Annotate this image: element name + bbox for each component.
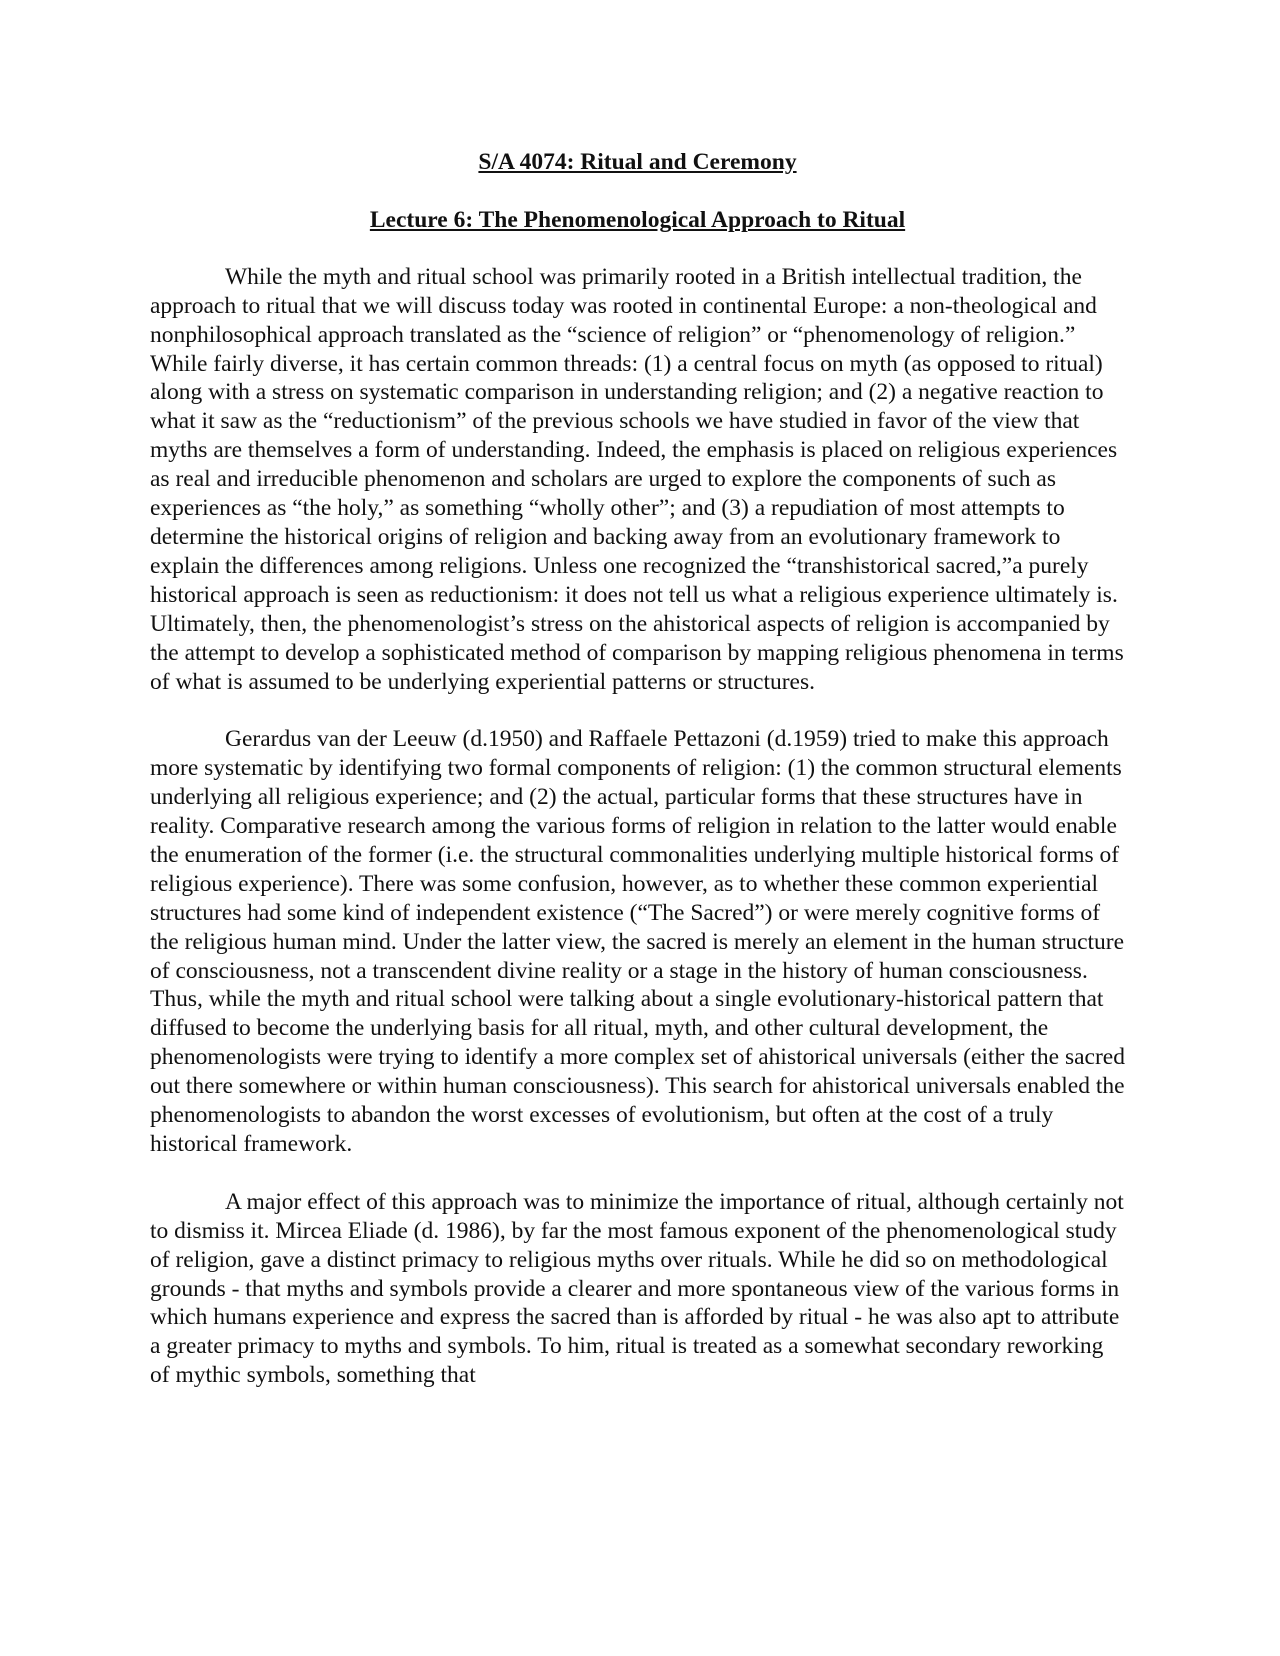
paragraph-3: A major effect of this approach was to minimize the importance of ritual, although certainly not to dismiss it. Mircea Eliade (d. 1986), by far the most famous exponent of the phenomenological study of religion, gave a distinct primacy to religious myths over rituals. While he did so on methodological grounds - that myths and symbols provide a clearer and more spontaneous view of the various forms in which humans experience and express the sacred than is afforded by ritual - he was also apt to attribute a greater primacy to myths and symbols. To him, ritual is treated as a somewhat secondary reworking of mythic symbols, something that <box>150 1188 1124 1389</box>
document-page <box>150 148 1125 1419</box>
paragraph-1: While the myth and ritual school was primarily rooted in a British intellectual tradition, the approach to ritual that we will discuss today was rooted in continental Europe: a non-theological and nonphilosophical approach translated as the “science of religion” or “phenomenology of religion.” While fairly diverse, it has certain common threads: (1) a central focus on myth (as opposed to ritual) along with a stress on systematic comparison in understanding religion; and (2) a negative reaction to what it saw as the “reductionism” of the previous schools we have studied in favor of the view that myths are themselves a form of understanding. Indeed, the emphasis is placed on religious experiences as real and irreducible phenomenon and scholars are urged to explore the components of such as experiences as “the holy,” as something “wholly other”; and (3) a repudiation of most attempts to determine the historical origins of religion and backing away from an evolutionary framework to explain the differences among religions. Unless one recognized the “transhistorical sacred,”a purely historical approach is seen as reductionism: it does not tell us what a religious experience ultimately is. Ultimately, then, the phenomenologist’s stress on the ahistorical aspects of religion is accompanied by the attempt to develop a sophisticated method of comparison by mapping religious phenomena in terms of what is assumed to be underlying experiential patterns or structures. <box>150 263 1124 695</box>
paragraph-2: Gerardus van der Leeuw (d.1950) and Raffaele Pettazoni (d.1959) tried to make this approach more systematic by identifying two formal components of religion: (1) the common structural elements underlying all religious experience; and (2) the actual, particular forms that these structures have in reality. Comparative research among the various forms of religion in relation to the latter would enable the enumeration of the former (i.e. the structural commonalities underlying multiple historical forms of religious experience). There was some confusion, however, as to whether these common experiential structures had some kind of independent existence (“The Sacred”) or were merely cognitive forms of the religious human mind. Under the latter view, the sacred is merely an element in the human structure of consciousness, not a transcendent divine reality or a stage in the history of human consciousness. Thus, while the myth and ritual school were talking about a single evolutionary-historical pattern that diffused to become the underlying basis for all ritual, myth, and other cultural development, the phenomenologists were trying to identify a more complex set of ahistorical universals (either the sacred out there somewhere or within human consciousness). This search for ahistorical universals enabled the phenomenologists to abandon the worst excesses of evolutionism, but often at the cost of a truly historical framework. <box>150 726 1125 1157</box>
lecture-title: Lecture 6: The Phenomenological Approach to Ritual <box>369 206 906 233</box>
course-title: S/A 4074: Ritual and Ceremony <box>478 149 797 175</box>
